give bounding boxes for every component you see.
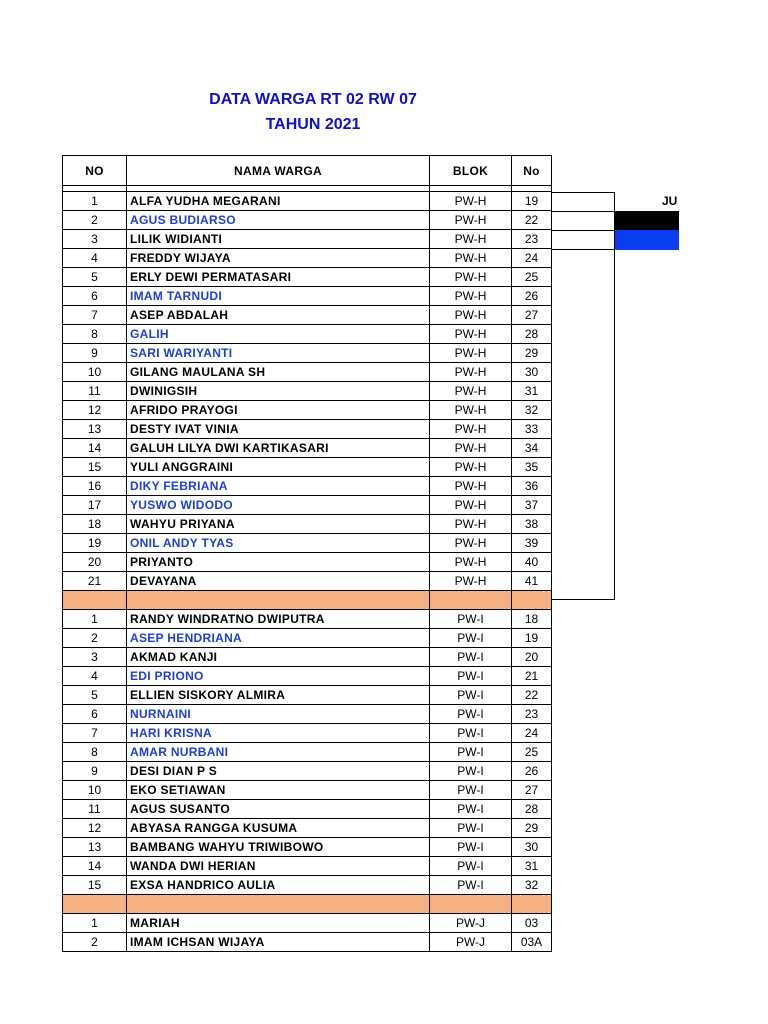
- header-nomor-rumah: No: [512, 156, 552, 186]
- table-row: [63, 857, 552, 876]
- table-row: [63, 325, 552, 344]
- resident-name: EKO SETIAWAN: [127, 781, 430, 800]
- house-number: 26: [512, 762, 552, 781]
- resident-name: IMAM TARNUDI: [127, 287, 430, 306]
- resident-name: YUSWO WIDODO: [127, 496, 430, 515]
- table-row: [63, 819, 552, 838]
- table-row: [63, 572, 552, 591]
- page-subtitle-year: TAHUN 2021: [265, 116, 361, 133]
- row-number: 4: [63, 249, 127, 268]
- separator-cell: [127, 591, 430, 610]
- block-code: PW-H: [430, 192, 512, 211]
- resident-name: ERLY DEWI PERMATASARI: [127, 268, 430, 287]
- row-number: 5: [63, 268, 127, 287]
- header-blok: BLOK: [430, 156, 512, 186]
- table-row: [63, 496, 552, 515]
- table-row: [63, 648, 552, 667]
- group-separator-row: [63, 591, 552, 610]
- resident-name: GALIH: [127, 325, 430, 344]
- row-number: 5: [63, 686, 127, 705]
- block-code: PW-H: [430, 534, 512, 553]
- row-number: 2: [63, 211, 127, 230]
- row-number: 8: [63, 743, 127, 762]
- block-code: PW-H: [430, 268, 512, 287]
- table-row: [63, 192, 552, 211]
- resident-name: AGUS BUDIARSO: [127, 211, 430, 230]
- resident-name: AKMAD KANJI: [127, 648, 430, 667]
- table-row: [63, 458, 552, 477]
- house-number: 25: [512, 743, 552, 762]
- house-number: 29: [512, 819, 552, 838]
- row-number: 17: [63, 496, 127, 515]
- resident-name: ALFA YUDHA MEGARANI: [127, 192, 430, 211]
- row-number: 11: [63, 800, 127, 819]
- resident-name: RANDY WINDRATNO DWIPUTRA: [127, 610, 430, 629]
- row-number: 15: [63, 458, 127, 477]
- row-number: 3: [63, 230, 127, 249]
- row-number: 10: [63, 781, 127, 800]
- block-code: PW-H: [430, 477, 512, 496]
- block-code: PW-I: [430, 648, 512, 667]
- resident-name: YULI ANGGRAINI: [127, 458, 430, 477]
- row-number: 1: [63, 610, 127, 629]
- row-number: 6: [63, 705, 127, 724]
- block-code: PW-I: [430, 762, 512, 781]
- resident-name: FREDDY WIJAYA: [127, 249, 430, 268]
- block-code: PW-H: [430, 382, 512, 401]
- resident-name: WANDA DWI HERIAN: [127, 857, 430, 876]
- table-row: [63, 743, 552, 762]
- house-number: 30: [512, 363, 552, 382]
- block-code: PW-J: [430, 914, 512, 933]
- row-number: 12: [63, 401, 127, 420]
- table-row: [63, 420, 552, 439]
- page-title: DATA WARGA RT 02 RW 07: [209, 91, 417, 108]
- house-number: 41: [512, 572, 552, 591]
- house-number: 31: [512, 857, 552, 876]
- house-number: 27: [512, 781, 552, 800]
- row-number: 15: [63, 876, 127, 895]
- table-row: [63, 933, 552, 952]
- table-row: [63, 211, 552, 230]
- house-number: 34: [512, 439, 552, 458]
- row-number: 1: [63, 914, 127, 933]
- block-code: PW-H: [430, 572, 512, 591]
- block-code: PW-I: [430, 610, 512, 629]
- house-number: 40: [512, 553, 552, 572]
- row-number: 7: [63, 306, 127, 325]
- house-number: 35: [512, 458, 552, 477]
- resident-name: BAMBANG WAHYU TRIWIBOWO: [127, 838, 430, 857]
- resident-name: ABYASA RANGGA KUSUMA: [127, 819, 430, 838]
- house-number: 22: [512, 211, 552, 230]
- block-code: PW-H: [430, 344, 512, 363]
- block-code: PW-H: [430, 363, 512, 382]
- table-row: [63, 876, 552, 895]
- resident-name: AGUS SUSANTO: [127, 800, 430, 819]
- row-number: 8: [63, 325, 127, 344]
- block-code: PW-I: [430, 724, 512, 743]
- table-row: [63, 382, 552, 401]
- table-row: [63, 344, 552, 363]
- row-number: 3: [63, 648, 127, 667]
- resident-name: GALUH LILYA DWI KARTIKASARI: [127, 439, 430, 458]
- separator-cell: [63, 591, 127, 610]
- table-row: [63, 800, 552, 819]
- table-header-row: [63, 156, 552, 186]
- row-number: 21: [63, 572, 127, 591]
- row-number: 19: [63, 534, 127, 553]
- table-row: [63, 838, 552, 857]
- table-row: [63, 629, 552, 648]
- extra-column-block: [552, 192, 615, 600]
- block-code: PW-J: [430, 933, 512, 952]
- house-number: 31: [512, 382, 552, 401]
- table-row: [63, 914, 552, 933]
- header-no: NO: [63, 156, 127, 186]
- resident-name: ASEP HENDRIANA: [127, 629, 430, 648]
- house-number: 39: [512, 534, 552, 553]
- house-number: 19: [512, 629, 552, 648]
- table-row: [63, 439, 552, 458]
- resident-name: DESI DIAN P S: [127, 762, 430, 781]
- header-nama-warga: NAMA WARGA: [127, 156, 430, 186]
- block-code: PW-H: [430, 439, 512, 458]
- table-body: [63, 186, 552, 952]
- row-number: 13: [63, 838, 127, 857]
- block-code: PW-H: [430, 458, 512, 477]
- row-number: 14: [63, 439, 127, 458]
- table-row: [63, 667, 552, 686]
- house-number: 30: [512, 838, 552, 857]
- separator-cell: [430, 895, 512, 914]
- table-row: [63, 249, 552, 268]
- resident-name: GILANG MAULANA SH: [127, 363, 430, 382]
- block-code: PW-H: [430, 287, 512, 306]
- resident-name: WAHYU PRIYANA: [127, 515, 430, 534]
- block-code: PW-H: [430, 211, 512, 230]
- block-code: PW-H: [430, 515, 512, 534]
- table-row: [63, 306, 552, 325]
- table-row: [63, 762, 552, 781]
- resident-name: EDI PRIONO: [127, 667, 430, 686]
- block-code: PW-I: [430, 876, 512, 895]
- house-number: 37: [512, 496, 552, 515]
- side-label: JU: [662, 194, 678, 208]
- resident-table: [62, 155, 552, 952]
- resident-name: DESTY IVAT VINIA: [127, 420, 430, 439]
- house-number: 18: [512, 610, 552, 629]
- block-code: PW-I: [430, 838, 512, 857]
- resident-name: DEVAYANA: [127, 572, 430, 591]
- row-number: 10: [63, 363, 127, 382]
- house-number: 26: [512, 287, 552, 306]
- house-number: 36: [512, 477, 552, 496]
- resident-name: ONIL ANDY TYAS: [127, 534, 430, 553]
- house-number: 29: [512, 344, 552, 363]
- house-number: 23: [512, 705, 552, 724]
- side-blue-cell: [615, 230, 679, 250]
- group-separator-row: [63, 895, 552, 914]
- row-number: 13: [63, 420, 127, 439]
- table-row: [63, 705, 552, 724]
- block-code: PW-H: [430, 401, 512, 420]
- block-code: PW-H: [430, 249, 512, 268]
- house-number: 24: [512, 724, 552, 743]
- block-code: PW-H: [430, 325, 512, 344]
- resident-name: ASEP ABDALAH: [127, 306, 430, 325]
- house-number: 32: [512, 401, 552, 420]
- resident-name: SARI WARIYANTI: [127, 344, 430, 363]
- row-number: 20: [63, 553, 127, 572]
- resident-name: EXSA HANDRICO AULIA: [127, 876, 430, 895]
- side-black-cell: [615, 211, 679, 230]
- table-row: [63, 477, 552, 496]
- separator-cell: [127, 895, 430, 914]
- table-row: [63, 230, 552, 249]
- row-number: 9: [63, 762, 127, 781]
- table-row: [63, 534, 552, 553]
- resident-name: ELLIEN SISKORY ALMIRA: [127, 686, 430, 705]
- table-row: [63, 724, 552, 743]
- house-number: 03: [512, 914, 552, 933]
- row-number: 14: [63, 857, 127, 876]
- house-number: 21: [512, 667, 552, 686]
- block-code: PW-I: [430, 819, 512, 838]
- resident-name: IMAM ICHSAN WIJAYA: [127, 933, 430, 952]
- row-number: 2: [63, 629, 127, 648]
- separator-cell: [430, 591, 512, 610]
- house-number: 20: [512, 648, 552, 667]
- block-code: PW-H: [430, 553, 512, 572]
- table-row: [63, 781, 552, 800]
- block-code: PW-H: [430, 496, 512, 515]
- table-row: [63, 515, 552, 534]
- row-number: 18: [63, 515, 127, 534]
- house-number: 25: [512, 268, 552, 287]
- row-number: 9: [63, 344, 127, 363]
- table-row: [63, 553, 552, 572]
- table-row: [63, 363, 552, 382]
- row-number: 2: [63, 933, 127, 952]
- house-number: 19: [512, 192, 552, 211]
- separator-cell: [512, 895, 552, 914]
- row-number: 1: [63, 192, 127, 211]
- resident-name: MARIAH: [127, 914, 430, 933]
- house-number: 03A: [512, 933, 552, 952]
- house-number: 28: [512, 800, 552, 819]
- table-row: [63, 610, 552, 629]
- table-row: [63, 287, 552, 306]
- row-number: 11: [63, 382, 127, 401]
- row-number: 6: [63, 287, 127, 306]
- block-code: PW-I: [430, 686, 512, 705]
- resident-name: DWINIGSIH: [127, 382, 430, 401]
- resident-name: PRIYANTO: [127, 553, 430, 572]
- table-row: [63, 401, 552, 420]
- block-code: PW-I: [430, 857, 512, 876]
- house-number: 33: [512, 420, 552, 439]
- separator-cell: [63, 895, 127, 914]
- row-number: 16: [63, 477, 127, 496]
- resident-name: NURNAINI: [127, 705, 430, 724]
- table-row: [63, 268, 552, 287]
- block-code: PW-H: [430, 306, 512, 325]
- house-number: 32: [512, 876, 552, 895]
- resident-name: AFRIDO PRAYOGI: [127, 401, 430, 420]
- resident-name: DIKY FEBRIANA: [127, 477, 430, 496]
- block-code: PW-H: [430, 230, 512, 249]
- block-code: PW-I: [430, 629, 512, 648]
- block-code: PW-I: [430, 800, 512, 819]
- block-code: PW-I: [430, 667, 512, 686]
- house-number: 24: [512, 249, 552, 268]
- resident-name: HARI KRISNA: [127, 724, 430, 743]
- row-number: 4: [63, 667, 127, 686]
- resident-name: AMAR NURBANI: [127, 743, 430, 762]
- house-number: 27: [512, 306, 552, 325]
- house-number: 28: [512, 325, 552, 344]
- block-code: PW-H: [430, 420, 512, 439]
- block-code: PW-I: [430, 781, 512, 800]
- resident-name: LILIK WIDIANTI: [127, 230, 430, 249]
- row-number: 7: [63, 724, 127, 743]
- house-number: 23: [512, 230, 552, 249]
- row-number: 12: [63, 819, 127, 838]
- block-code: PW-I: [430, 743, 512, 762]
- block-code: PW-I: [430, 705, 512, 724]
- house-number: 38: [512, 515, 552, 534]
- table-row: [63, 686, 552, 705]
- separator-cell: [512, 591, 552, 610]
- house-number: 22: [512, 686, 552, 705]
